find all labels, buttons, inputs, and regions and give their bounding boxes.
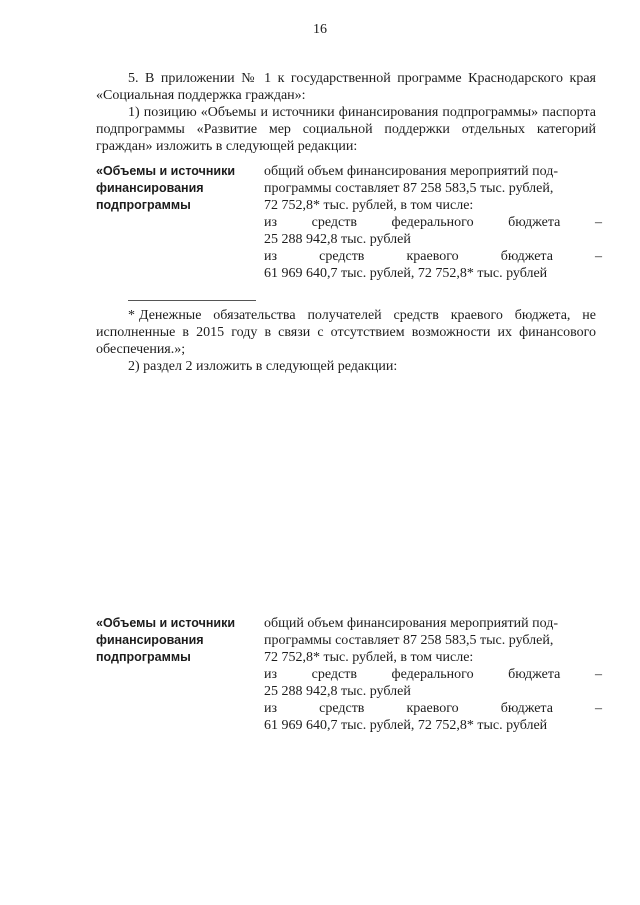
regional-amount: 61 969 640,7 тыс. рублей, 72 752,8* тыс. рублей xyxy=(264,266,548,281)
financing-line-3: 72 752,8* тыс. рублей, в том числе: xyxy=(264,198,474,213)
footnote xyxy=(96,307,596,358)
financing-line-1: общий объем финансирования мероприятий под- xyxy=(264,616,558,631)
footnote-text: Денежные обязательства получателей средств краевого бюджета, не исполненные в 2015 году в связи с отсутствием возможности их финансового обеспечения.»; xyxy=(96,308,596,357)
financing-block-body xyxy=(264,615,602,734)
federal-source-line xyxy=(264,666,602,683)
financing-line-2: программы составляет 87 258 583,5 тыс. рублей, xyxy=(264,633,554,648)
word: из xyxy=(264,701,278,716)
dash: – xyxy=(595,701,602,716)
financing-block-label: «Объемы и источники финансирования подпрограммы xyxy=(96,164,236,212)
financing-block-body xyxy=(264,163,602,282)
word: бюджета xyxy=(508,667,561,682)
federal-source-line xyxy=(264,214,602,231)
footnote-mark: * xyxy=(128,308,135,323)
federal-amount: 25 288 942,8 тыс. рублей xyxy=(264,684,411,699)
item-1-paragraph: 1) позицию «Объемы и источники финансирования подпрограммы» паспорта подпрограммы «Развитие мер социальной поддержки отдельных категорий граждан» изложить в следующей редакции: xyxy=(96,105,596,154)
federal-amount: 25 288 942,8 тыс. рублей xyxy=(264,232,411,247)
paragraph-5: 5. В приложении № 1 к государственной программе Краснодарского края «Социальная поддержка граждан»: xyxy=(96,71,596,103)
footnote-rule xyxy=(128,300,256,301)
financing-block-label: «Объемы и источники финансирования подпрограммы xyxy=(96,616,236,664)
dash: – xyxy=(594,667,602,682)
item-2-paragraph: 2) раздел 2 изложить в следующей редакции: xyxy=(128,359,398,374)
dash: – xyxy=(594,215,602,230)
word: средств xyxy=(319,701,365,716)
word: из xyxy=(264,667,278,682)
page-number: 16 xyxy=(313,22,327,37)
word: бюджета xyxy=(500,701,553,716)
word: средств xyxy=(319,249,365,264)
word: из xyxy=(264,215,278,230)
word: федерального xyxy=(391,667,474,682)
regional-source-line xyxy=(264,248,602,265)
word: федерального xyxy=(391,215,474,230)
word: бюджета xyxy=(508,215,561,230)
word: средств xyxy=(311,667,357,682)
word: бюджета xyxy=(500,249,553,264)
word: краевого xyxy=(406,249,459,264)
regional-amount: 61 969 640,7 тыс. рублей, 72 752,8* тыс. рублей xyxy=(264,718,548,733)
financing-line-3: 72 752,8* тыс. рублей, в том числе: xyxy=(264,650,474,665)
regional-source-line xyxy=(264,700,602,717)
financing-line-2: программы составляет 87 258 583,5 тыс. рублей, xyxy=(264,181,554,196)
word: средств xyxy=(311,215,357,230)
word: из xyxy=(264,249,278,264)
dash: – xyxy=(595,249,602,264)
financing-line-1: общий объем финансирования мероприятий под- xyxy=(264,164,558,179)
word: краевого xyxy=(406,701,459,716)
